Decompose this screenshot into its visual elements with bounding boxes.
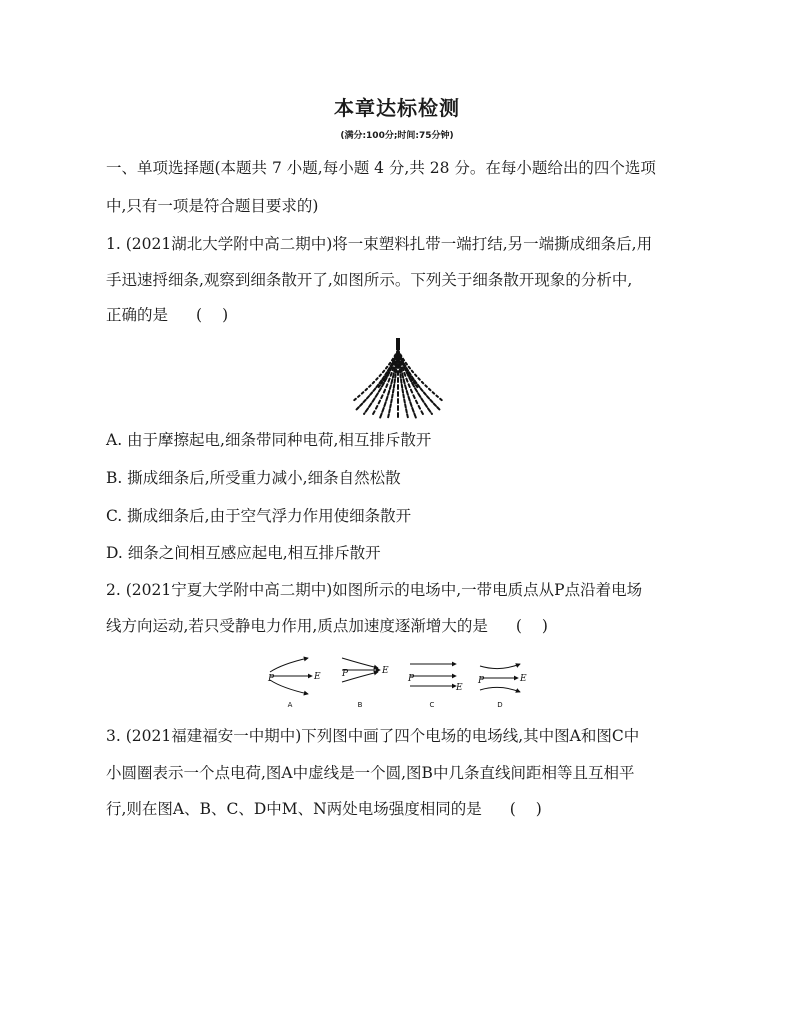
plastic-strips-fan-icon	[348, 338, 448, 420]
q1-option-a: A. 由于摩擦起电,细条带同种电荷,相互排斥散开	[106, 431, 432, 449]
q1-option-c: C. 撕成细条后,由于空气浮力作用使细条散开	[106, 507, 412, 525]
figure-d-field-label: E	[520, 674, 527, 684]
figure-c-point-label: P	[408, 674, 415, 684]
q1-option-d: D. 细条之间相互感应起电,相互排斥散开	[106, 544, 381, 562]
q2-stem-line-1: 2. (2021宁夏大学附中高二期中)如图所示的电场中,一带电质点从P点沿着电场	[106, 581, 643, 599]
page-subtitle: (满分:100分;时间:75分钟)	[340, 131, 454, 141]
q3-stem-line-3	[106, 799, 562, 819]
q2-stem-line-2	[106, 616, 568, 636]
figure-c-caption: C	[429, 701, 435, 709]
q2-stem-text: 线方向运动,若只受静电力作用,质点加速度逐渐增大的是	[106, 617, 488, 635]
q1-stem-text: 正确的是	[106, 306, 169, 324]
q3-stem-text: 行,则在图A、B、C、D中M、N两处电场强度相同的是	[106, 800, 482, 818]
figure-d-point-label: P	[478, 676, 485, 686]
figure-a-field-lines	[270, 658, 312, 694]
figure-a-caption: A	[287, 701, 293, 709]
figure-c-field-lines	[410, 664, 456, 686]
page-title: 本章达标检测	[334, 96, 460, 120]
figure-b-field-label: E	[382, 666, 389, 676]
figure-a-field-label: E	[314, 672, 321, 682]
section-heading-line-1: 一、单项选择题(本题共 7 小题,每小题 4 分,共 28 分。在每小题给出的四个选项	[106, 159, 656, 177]
q1-stem-line-2: 手迅速捋细条,观察到细条散开了,如图所示。下列关于细条散开现象的分析中,	[106, 271, 633, 289]
figure-d-caption: D	[497, 701, 503, 709]
figure-a-point-label: P	[268, 674, 275, 684]
q3-stem-line-2: 小圆圈表示一个点电荷,图A中虚线是一个圆,图B中几条直线间距相等且互相平	[106, 764, 635, 782]
section-heading-line-2: 中,只有一项是符合题目要求的)	[106, 197, 319, 215]
figure-b-caption: B	[357, 701, 363, 709]
figure-c-field-label: E	[456, 683, 463, 693]
q2-answer-blank: ()	[515, 617, 568, 635]
figure-b-point-label: P	[342, 669, 349, 679]
electric-field-figures	[262, 650, 532, 710]
q1-option-b: B. 撕成细条后,所受重力减小,细条自然松散	[106, 469, 401, 487]
q1-stem-line-3	[106, 305, 248, 325]
figure-d-field-lines	[480, 664, 520, 692]
q3-answer-blank: ()	[509, 800, 562, 818]
q1-stem-line-1: 1. (2021湖北大学附中高二期中)将一束塑料扎带一端打结,另一端撕成细条后,用	[106, 235, 653, 253]
q1-answer-blank: ()	[196, 306, 249, 324]
q3-stem-line-1: 3. (2021福建福安一中期中)下列图中画了四个电场的电场线,其中图A和图C中	[106, 727, 640, 745]
